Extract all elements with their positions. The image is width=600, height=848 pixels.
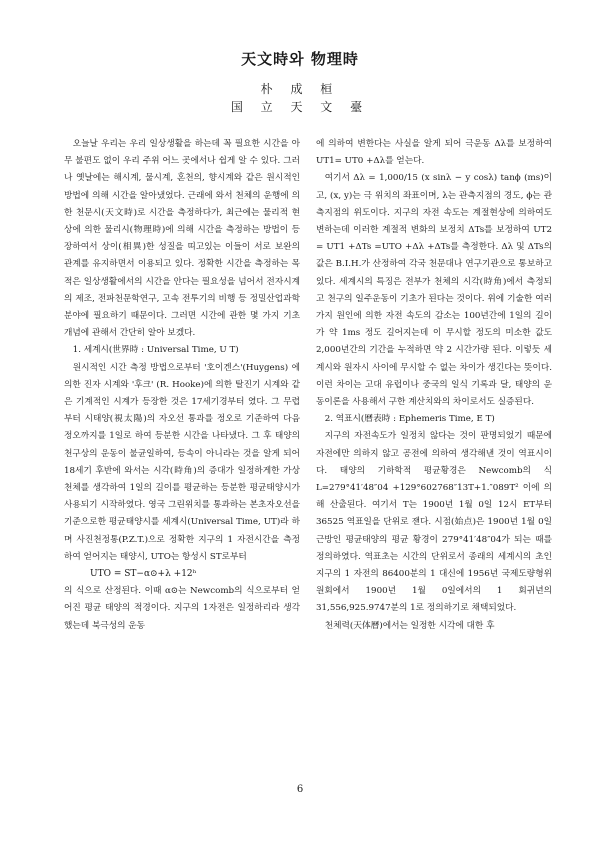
right-column	[316, 136, 552, 836]
page-number: 6	[296, 784, 304, 795]
section-heading-universal-time: 1. 세계시(世界時 : Universal Time, U T)	[72, 345, 239, 356]
paragraph-polar-motion: 에 의하여 변한다는 사실을 알게 되어 극운동 Δλ를 보정하여 UT1= UT0 +Δλ를 얻는다.	[316, 139, 552, 167]
section-heading-ephemeris-time: 2. 역표시(曆表時 : Ephemeris Time, E T)	[324, 414, 495, 425]
paragraph-ut-corrections: 여기서 Δλ = 1,000/15 (x sinλ − y cosλ) tanϕ (ms)이고, (x, y)는 극 위치의 좌표이며, λ는 관측지점의 경도, ϕ는 관측지점의 위도이다. 지구의 자전 속도는 계절현상에 의하여도 변하는데 이러한 계절적 변화의 보정치 ΔTs를 보정하여 UT2 = UT1 +ΔTs =UTO +Δλ +ΔTs를 측정한다. Δλ 및 ΔTs의 값은 B.I.H.가 산정하여 각국 천문대나 연구기관으로 통보하고 있다. 세계시의 특징은 전부가 천체의 시각(時角)에서 측정되고 천구의 일주운동이 기초가 된다는 것이다. 위에 기술한 여러 가지 원인에 의한 자전 속도의 감소는 100년간에 1일의 길이가 약 1ms 정도 길어지는데 이 무시할 정도의 미소한 값도 2,000년간의 기간을 누적하면 약 2 시간가량 된다. 이렇듯 세계시와 원자시 사이에 무시할 수 없는 차이가 생긴다는 뜻이다. 이런 차이는 고대 유럽이나 중국의 일식 기록과 달, 태양의 운동이론을 사용해서 구한 계산치와의 차이로서도 실증된다.	[316, 173, 552, 408]
paragraph-intro: 오늘날 우리는 우리 일상생활을 하는데 꼭 필요한 시간을 아무 불편도 없이 우리 주위 어느 곳에서나 쉽게 알 수 있다. 그러나 옛날에는 해시계, 물시계, 혼천의, 향시계와 같은 원시적인 방법에 의해 시간을 알아냈었다. 근래에 와서 천체의 운행에 의한 천문시(天文時)로 시간을 측정하다가, 최근에는 물리적 현상에 의한 물리시(物理時)에 의해 시간을 측정하는 방법이 등장하여서 상이(相異)한 성질을 띠고있는 이들이 서로 보완의 관계를 유지하면서 이용되고 있다. 정확한 시간을 측정하는 목적은 일상생활에서의 시간을 안다는 필요성을 넘어서 전자시계의 제조, 전파천문학연구, 고속 전투기의 비행 등 정밀산업과학 분야에 필요하기 때문이다. 그러면 시간에 관한 몇 가지 기초 개념에 관해서 간단히 알아 보겠다.	[64, 139, 300, 339]
equation-uto: UTO = ST−α⊙+λ +12ʰ	[90, 569, 197, 580]
paragraph-ephemeris-time: 지구의 자전속도가 일정치 않다는 것이 판명되었기 때문에 자전에만 의하지 않고 공전에 의하여 생각해낸 것이 역표시이다. 태양의 기하학적 평균황경은 Newcomb의 식 L=279°41′48″04 +129°602768″13T+1.″089T² 이에 의해 산출된다. 여기서 T는 1900년 1월 0일 12시 ET부터 36525 역표일을 단위로 잰다. 시점(始点)은 1900년 1월 0일 근방인 평균태양의 평균 황경이 279°41′48″04가 되는 때를 정의하였다. 역표초는 시간의 단위로서 종래의 세계시의 초인 지구의 1 자전의 86400분의 1 대신에 1956년 국제도량형위원회에서 1900년 1월 0일에서의 1 회귀년의 31,556,925.9747분의 1로 정의하기로 채택되었다.	[316, 431, 552, 614]
page-title: 天文時와 物理時	[241, 50, 359, 68]
author-name: 朴 成 桓	[260, 82, 340, 96]
left-column	[64, 136, 300, 836]
paragraph-ephemeris-continued: 천체력(天体曆)에서는 일정한 시각에 대한 후	[324, 620, 495, 631]
author-affiliation: 国 立 天 文 臺	[230, 100, 370, 114]
paragraph-newcomb: 의 식으로 산정된다. 이때 α⊙는 Newcomb의 식으로부터 얻어진 평균 태양의 적경이다. 지구의 1자전은 일정하리라 생각했는데 북극성의 운동	[64, 586, 300, 631]
paragraph-universal-time: 원시적인 시간 측정 방법으로부터 '호이겐스'(Huygens) 에 의한 진자 시계와 '후크' (R. Hooke)에 의한 탈진기 시계와 같은 기계적인 시계가 등장한 것은 17세기경부터 였다. 그 무렵부터 시태양(視太陽)의 자오선 통과를 정오로 기준하여 다음 정오까지를 1일로 하여 등분한 시간을 나타냈다. 그 후 태양의 천구상의 운동이 불균일하여, 등속이 아니라는 것을 알게 되어 18세기 후반에 와서는 시각(時角)의 증대가 일정하게한 가상천체를 생각하여 1일의 길이를 평균하는 등분한 평균태양시가 사용되기 시작하였다. 영국 그린위치를 통과하는 본초자오선을 기준으로한 평균태양시를 세계시(Universal Time, UT)라 하며 사진천정통(P.Z.T.)으로 정확한 지구의 1 자전시간을 측정하여 얻어지는 태양시, UTO는 항성시 ST로부터	[64, 362, 300, 562]
